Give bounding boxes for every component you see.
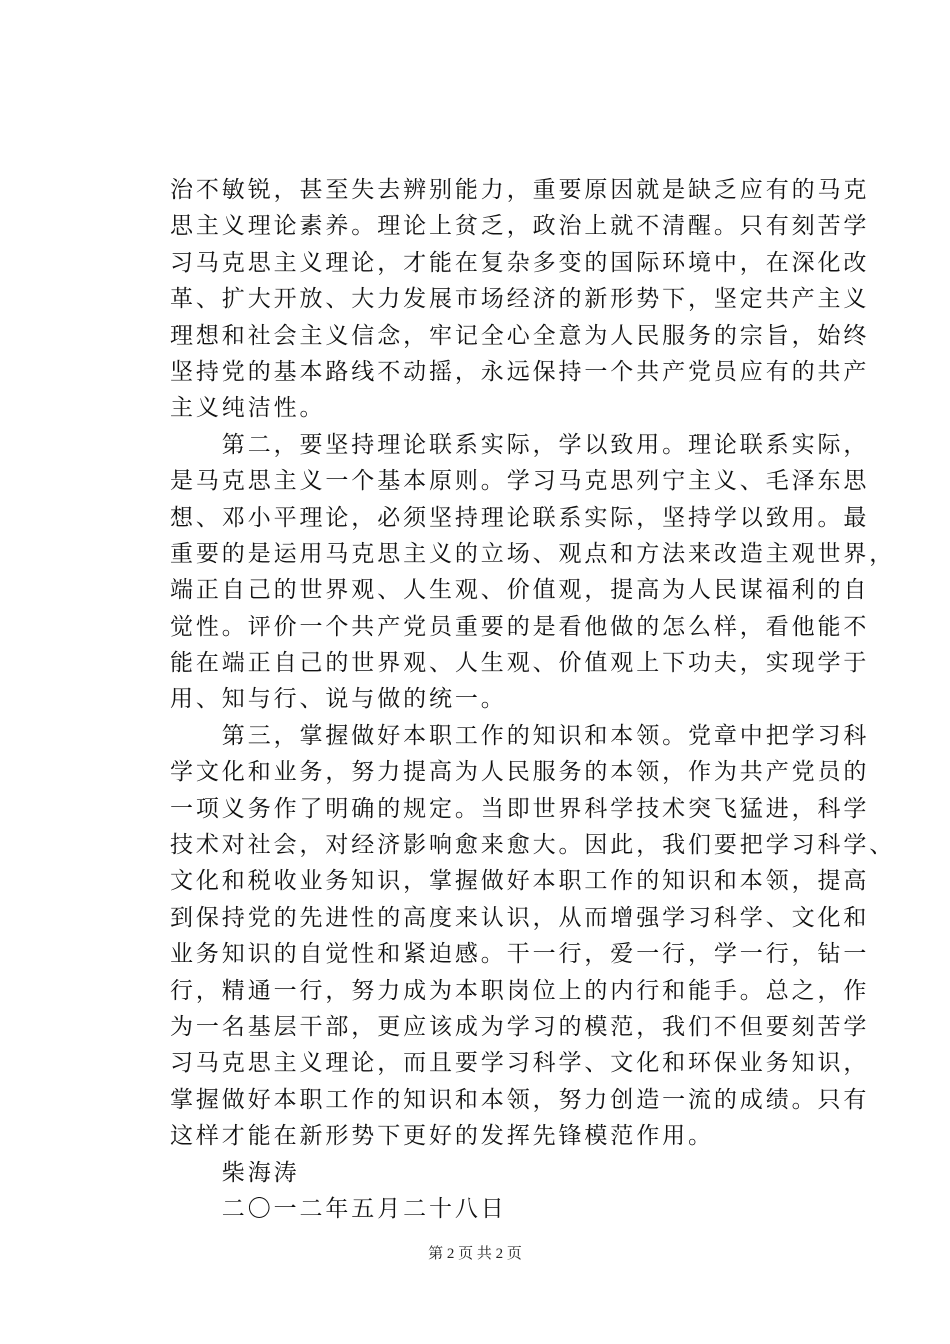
text-line: 治不敏锐，甚至失去辨别能力，重要原因就是缺乏应有的马克 xyxy=(170,177,870,203)
text-line: 想、邓小平理论，必须坚持理论联系实际，坚持学以致用。最 xyxy=(170,504,870,531)
text-line: 技术对社会，对经济影响愈来愈大。因此，我们要把学习科学、 xyxy=(170,832,896,859)
text-line: 习马克思主义理论，才能在复杂多变的国际环境中，在深化改 xyxy=(170,249,870,276)
text-line: 用、知与行、说与做的统一。 xyxy=(170,686,507,713)
text-line: 思主义理论素养。理论上贫乏，政治上就不清醒。只有刻苦学 xyxy=(170,213,870,240)
text-line: 坚持党的基本路线不动摇，永远保持一个共产党员应有的共产 xyxy=(170,358,870,385)
text-line: 到保持党的先进性的高度来认识，从而增强学习科学、文化和 xyxy=(170,904,870,931)
text-line: 行，精通一行，努力成为本职岗位上的内行和能手。总之，作 xyxy=(170,977,870,1004)
text-line: 端正自己的世界观、人生观、价值观，提高为人民谋福利的自 xyxy=(170,577,870,604)
text-line: 第二，要坚持理论联系实际，学以致用。理论联系实际， xyxy=(170,431,870,458)
text-line: 学文化和业务，努力提高为人民服务的本领，作为共产党员的 xyxy=(170,759,870,786)
text-line: 是马克思主义一个基本原则。学习马克思列宁主义、毛泽东思 xyxy=(170,468,870,495)
text-line: 掌握做好本职工作的知识和本领，努力创造一流的成绩。只有 xyxy=(170,1086,870,1113)
text-line: 业务知识的自觉性和紧迫感。干一行，爱一行，学一行，钻一 xyxy=(170,941,870,968)
text-line: 第三，掌握做好本职工作的知识和本领。党章中把学习科 xyxy=(170,722,870,749)
page-number-label: 第 2 页 共 2 页 xyxy=(428,1246,522,1262)
text-line: 理想和社会主义信念，牢记全心全意为人民服务的宗旨，始终 xyxy=(170,322,870,349)
document-date: 二〇一二年五月二十八日 xyxy=(170,1195,507,1222)
text-line: 文化和税收业务知识，掌握做好本职工作的知识和本领，提高 xyxy=(170,868,870,895)
text-line: 习马克思主义理论，而且要学习科学、文化和环保业务知识， xyxy=(170,1050,870,1077)
text-line: 主义纯洁性。 xyxy=(170,395,326,422)
text-line: 一项义务作了明确的规定。当即世界科学技术突飞猛进，科学 xyxy=(170,795,870,822)
text-line: 革、扩大开放、大力发展市场经济的新形势下，坚定共产主义 xyxy=(170,286,870,313)
text-line: 为一名基层干部，更应该成为学习的模范，我们不但要刻苦学 xyxy=(170,1013,870,1040)
text-line: 觉性。评价一个共产党员重要的是看他做的怎么样，看他能不 xyxy=(170,613,870,640)
text-line: 能在端正自己的世界观、人生观、价值观上下功夫，实现学于 xyxy=(170,650,870,677)
document-body xyxy=(170,172,896,1227)
text-line: 重要的是运用马克思主义的立场、观点和方法来改造主观世界， xyxy=(170,540,896,567)
text-line: 这样才能在新形势下更好的发挥先锋模范作用。 xyxy=(170,1123,714,1150)
page-footer xyxy=(0,1244,950,1264)
author-signature: 柴海涛 xyxy=(170,1159,300,1186)
